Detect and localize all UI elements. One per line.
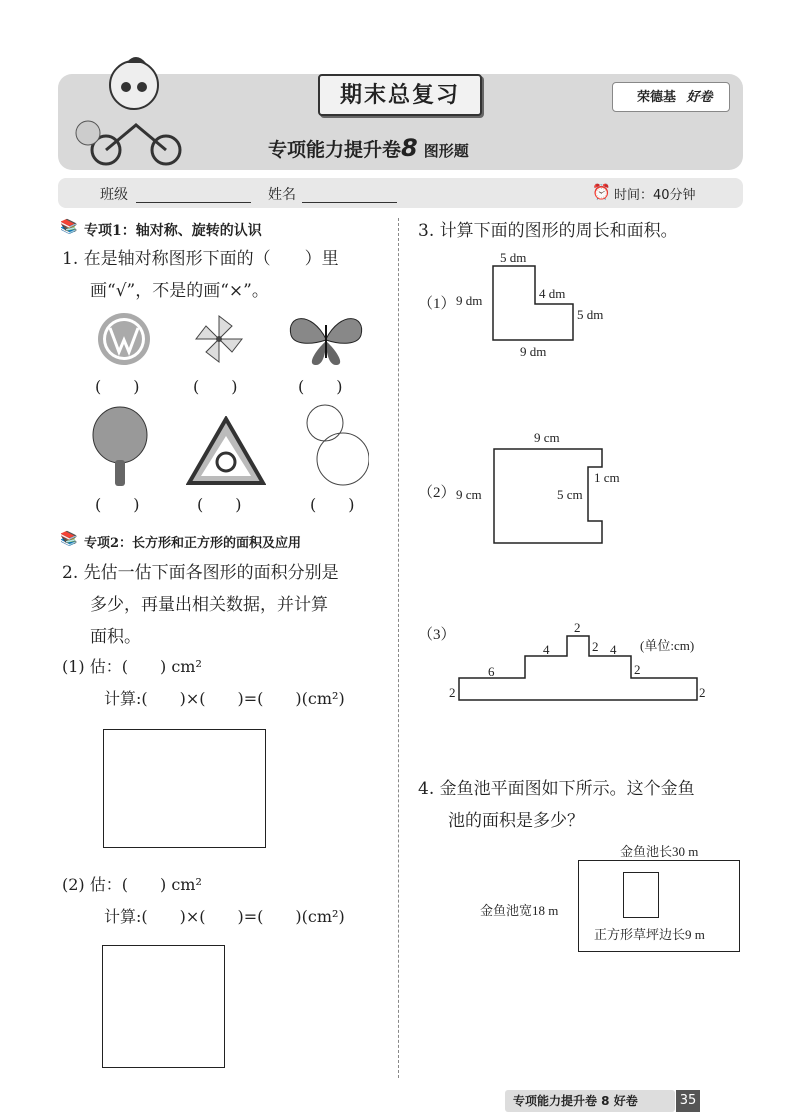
l-shape-figure <box>485 262 577 344</box>
q3-f2-notch: 1 cm <box>594 470 620 485</box>
q2-p1-estimate[interactable]: (1) 估：( ) cm² <box>62 657 202 676</box>
lawn-square <box>623 872 659 918</box>
answer-blank-2[interactable]: ( ) <box>193 377 238 396</box>
q3-f3-a: 2 <box>449 685 456 700</box>
two-circles-image <box>303 403 369 491</box>
subtitle <box>268 134 568 162</box>
q1-line1: 1. 在是轴对称图形下面的（ ）里 <box>62 249 339 269</box>
q3-f3-c: 4 <box>543 642 550 657</box>
q4-line1: 4. 金鱼池平面图如下所示。这个金鱼 <box>418 779 695 799</box>
q2-line2: 多少，再量出相关数据，并计算 <box>90 595 328 615</box>
brand-name: 荣德基 <box>637 90 677 105</box>
section2-title: 专项2：长方形和正方形的面积及应用 <box>84 536 302 551</box>
q2-p1-calc[interactable]: 计算:( )×( )=( )(cm²) <box>104 689 345 708</box>
q3-f1-step: 4 dm <box>539 286 566 301</box>
page-title: 期末总复习 <box>318 74 482 116</box>
square-figure <box>102 945 225 1068</box>
q3-f3-label: （3） <box>418 627 456 643</box>
subtitle-kind: 图形题 <box>423 142 469 160</box>
page-number: 35 <box>676 1090 700 1112</box>
subtitle-number: 8 <box>401 134 418 162</box>
q2-p2-estimate[interactable]: (2) 估：( ) cm² <box>62 875 202 894</box>
answer-blank-6[interactable]: ( ) <box>310 495 355 514</box>
q3-f2-label: （2） <box>418 485 456 501</box>
q4-width: 金鱼池宽18 m <box>480 903 559 918</box>
q3-f3-f: 4 <box>610 642 617 657</box>
rectangle-figure <box>103 729 266 848</box>
brand-logo <box>612 82 730 112</box>
q3-f1-bottom: 9 dm <box>520 344 547 359</box>
class-field[interactable] <box>136 186 251 203</box>
q3-f3-b: 6 <box>488 664 495 679</box>
q2-p2-calc[interactable]: 计算:( )×( )=( )(cm²) <box>104 907 345 926</box>
q3-f3-unit: (单位:cm) <box>640 638 695 653</box>
clock-icon: ⏰ <box>592 183 611 201</box>
q3-f2-left: 9 cm <box>456 487 482 502</box>
q3-f3-d: 2 <box>574 620 581 635</box>
name-label: 姓名 <box>268 187 296 203</box>
q3-f2-inner: 5 cm <box>557 487 583 502</box>
answer-blank-3[interactable]: ( ) <box>298 377 343 396</box>
q3-f2-top: 9 cm <box>534 430 560 445</box>
q4-line2: 池的面积是多少？ <box>448 811 584 831</box>
column-divider <box>398 218 399 1078</box>
q2-line1: 2. 先估一估下面各图形的面积分别是 <box>62 563 339 583</box>
subtitle-prefix: 专项能力提升卷 <box>268 139 402 161</box>
q3-f1-right: 5 dm <box>577 307 604 322</box>
section1-title: 专项1：轴对称、旋转的认识 <box>84 223 262 239</box>
q1-line2: 画“√”，不是的画“×”。 <box>90 281 269 301</box>
name-field[interactable] <box>302 186 397 203</box>
mascot-illustration <box>66 55 186 170</box>
book-icon: 📚 <box>60 531 78 547</box>
answer-blank-5[interactable]: ( ) <box>197 495 242 514</box>
q3-f1-top: 5 dm <box>500 250 527 265</box>
q3-title: 3. 计算下面的图形的周长和面积。 <box>418 221 678 241</box>
answer-blank-4[interactable]: ( ) <box>95 495 140 514</box>
vw-logo-image <box>95 310 153 372</box>
q3-f3-h: 2 <box>699 685 706 700</box>
butterfly-image <box>286 310 366 372</box>
paddle-image <box>90 405 150 491</box>
q2-line3: 面积。 <box>90 627 141 647</box>
q3-f1-label: （1） <box>418 296 456 312</box>
q4-square: 正方形草坪边长9 m <box>594 927 705 942</box>
q3-f1-left: 9 dm <box>456 293 483 308</box>
footer-tag: 专项能力提升卷 8 好卷 <box>505 1090 675 1112</box>
q4-length: 金鱼池长30 m <box>620 844 699 859</box>
class-label: 班级 <box>100 187 128 203</box>
q3-f3-e: 2 <box>592 639 599 654</box>
book-icon: 📚 <box>60 219 78 235</box>
pinwheel-image <box>192 312 246 370</box>
notched-rectangle-figure <box>490 445 606 547</box>
roundabout-sign-image <box>186 416 266 490</box>
time-label: 时间：40分钟 <box>614 188 696 203</box>
brand-sub: 好卷 <box>686 90 713 105</box>
answer-blank-1[interactable]: ( ) <box>95 377 140 396</box>
q3-f3-g: 2 <box>634 662 641 677</box>
